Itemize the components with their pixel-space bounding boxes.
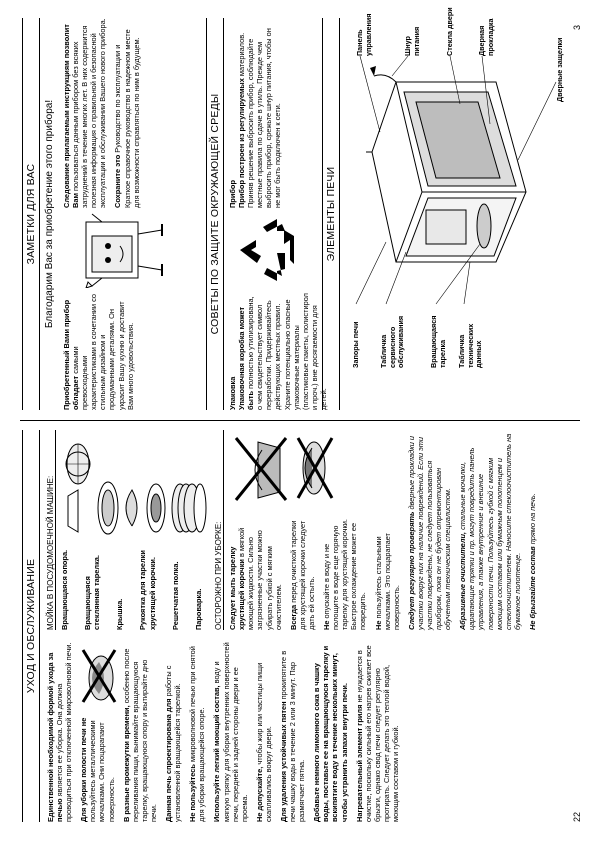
careful-para: Следует мыть тарелку хрустящей корочки в мягкой моющей жидкости. Сильно загрязненные участки можно убирать губкой с мягким очистителем.	[228, 527, 283, 630]
label-service-plate: Табличка сервисного обслуживания	[379, 315, 405, 368]
env-right	[228, 18, 289, 208]
care-column-2	[46, 430, 543, 630]
care-para: Нагревательный элемент гриля не нуждается в очистке, поскольку сильный его нагрев сжигает все брызги, однако свод печи следует регулярно протирать. Следует делать это теплой водой, моющим составом и губкой.	[354, 645, 400, 822]
dishwasher-item: Пароварка.	[193, 588, 203, 630]
label-oven-locks: Запоры печи	[351, 321, 360, 368]
notes-para: Следование прилагаемым инструкциям позволит Вам пользоваться данным прибором без всяких затруднений в течение многих лет. В них содержится полезная информация о правильной и безопасной эксплуатации и обслуживании Вашего нового прибора.	[62, 18, 108, 208]
care-para: Данная печь спроектирована для работы с установленной вращающейся тарелкой.	[164, 665, 183, 822]
notes-para: Сохраните это Руководство по эксплуатации и Краткое справочное руководство в надежном месте для возможности справляться по ним в будущем.	[113, 29, 141, 208]
careful-block	[228, 430, 407, 630]
care-para: Для уборки полости печи не пользуйтесь металлическими мочалками. Они поцарапают поверхность.	[79, 717, 116, 822]
page-number-left: 22	[572, 811, 582, 822]
env-heading: Упаковка	[228, 376, 237, 410]
no-soaking-icon	[228, 432, 338, 504]
care-para: Добавьте немного лимонного сока в чашку воды, поставьте ее на вращающуюся тарелку и вскипятите воду в течение нескольких минут, чтобы устранить запахи внутри печи.	[312, 645, 349, 822]
dishwasher-item: Крышка.	[115, 598, 125, 630]
elements-title: ЭЛЕМЕНТЫ ПЕЧИ	[322, 18, 340, 410]
careful-para: Не опускайте в воду и не полощите в воде еще горячую тарелку для хрустящей корочки. Быстрое охлаждение может ее повредить.	[322, 519, 368, 630]
dishwasher-list	[60, 430, 210, 630]
label-door-latches: Дверные защелки	[555, 37, 564, 102]
care-title: УХОД И ОБСЛУЖИВАНИЕ	[22, 430, 40, 822]
dishwasher-heading: МОЙКА В ПОСУДОМОЕЧНОЙ МАШИНЕ:	[46, 430, 56, 630]
careful-para: Всегда перед очисткой тарелки для хрустящей корочки следует дать ей остыть.	[288, 520, 316, 630]
label-power-cord: Шнур питания	[403, 26, 421, 56]
care-para-with-icon	[79, 642, 121, 822]
dishwasher-item: Вращающаяся стеклянная тарелка.	[83, 555, 102, 630]
happy-oven-illustration	[62, 212, 182, 288]
label-turntable: Вращающаяся тарелка	[429, 315, 447, 368]
care-para: Для удаления устойчивых пятен прокипятите в печи чашку воды в течение 2 или 3 минут. Пар размягчает пятна.	[278, 650, 307, 822]
page-divider	[20, 420, 580, 421]
notes-right	[62, 18, 147, 208]
no-spray-para: Не брызгайте состав прямо на печь.	[527, 493, 537, 630]
env-para: Прибор построен из регулируемых материалов. Приняв решение выбросить прибор, соблюдайте местные правила по сдаче в утиль. Прежде чем выбросить прибор, срежьте шнур питания, чтобы он не мог быть подключен к сети.	[237, 28, 283, 208]
careful-texts	[228, 508, 407, 630]
care-column-1	[46, 642, 406, 822]
no-steel-wool-icon	[79, 644, 119, 708]
dishwasher-item: Вращающаяся опора.	[60, 549, 70, 630]
accessories-illustration	[60, 434, 210, 542]
check-para: Следует регулярно проверять дверные прокладки и участки вокруг них на наличие повреждений. Если эти участки повреждены, не следует пользоваться прибором, пока он не будет отремонтирован обученным техническим специалистом.	[406, 435, 453, 630]
care-para: Не пользуйтесь микроволновой печью при снятой для уборки вращающейся опоре.	[188, 646, 207, 822]
care-para: Используйте легкий моющий состав, воду и мягкую тряпку для уборки внутренних поверхностей печи, передней и задней стороны двери и ее проема.	[212, 642, 249, 822]
leader-lines	[340, 2, 570, 372]
env-left	[228, 292, 334, 410]
notes-left	[62, 292, 141, 410]
recycle-icon	[236, 218, 296, 282]
dishwasher-labels	[60, 546, 210, 630]
env-heading: Прибор	[228, 180, 237, 208]
dishwasher-item: Решетчатая полка.	[170, 561, 180, 630]
thanks-line: Благодарим Вас за приобретение этого прибора!	[44, 99, 55, 329]
label-tech-plate: Табличка технических данных	[457, 323, 483, 368]
abrasive-para: Абразивные очистители, стальные мочалки, царапающие тряпки и пр. могут повредить панель управления, а также внутренние и внешние поверхности печи. Пользуйтесь губкой с мягким моющим составом или бумажным полотенцем и стеклоочистителем. Наносите стеклоочиститель на бумажное полотенце.	[458, 433, 522, 630]
notes-para: Приобретенный Вами прибор обладает самыми превосходными характеристиками в сочетании со стильным дизайном и продуманными деталями. Он украсит Вашу кухню и доставит Вам много удовольствия.	[62, 293, 135, 410]
careful-heading: ОСТОРОЖНО ПРИ УБОРКЕ:	[214, 430, 224, 630]
label-control-panel: Панель управления	[355, 13, 373, 56]
notes-title: ЗАМЕТКИ ДЛЯ ВАС	[22, 18, 40, 410]
care-para: В разные промежутки времени, особенно после переливания пищи, вынимайте вращающуюся тарелку, вращающуюся опору и вытирайте дно печи.	[121, 648, 158, 822]
label-door-glass: Стекла двери	[445, 7, 454, 56]
label-door-gasket: Дверная прокладка	[477, 18, 495, 56]
dishwasher-item: Рукоятка для тарелки хрустящей корочки.	[138, 550, 157, 630]
env-title: СОВЕТЫ ПО ЗАЩИТЕ ОКРУЖАЮЩЕЙ СРЕДЫ	[206, 18, 224, 410]
page-number-right: 3	[572, 24, 582, 30]
care-para: Единственной необходимой формой ухода за печью является ее уборка. Она должна проводиться при отключенной микроволновой печи.	[46, 642, 74, 822]
care-para: Не допускайте, чтобы жир или частицы пищи скапливались вокруг двери.	[254, 662, 273, 822]
env-para: Упаковочная коробка может быть полностью утилизирована, о чем свидетельствует символ переработки. Придерживайтесь действующих местных правил. Храните потенциально опасные упаковочные материалы (пластиковые пакеты, полистирол и проч.) вне досягаемости для детей.	[237, 293, 328, 410]
careful-para: Не пользуйтесь стальными мочалками. Это поцарапает поверхность.	[373, 533, 401, 630]
